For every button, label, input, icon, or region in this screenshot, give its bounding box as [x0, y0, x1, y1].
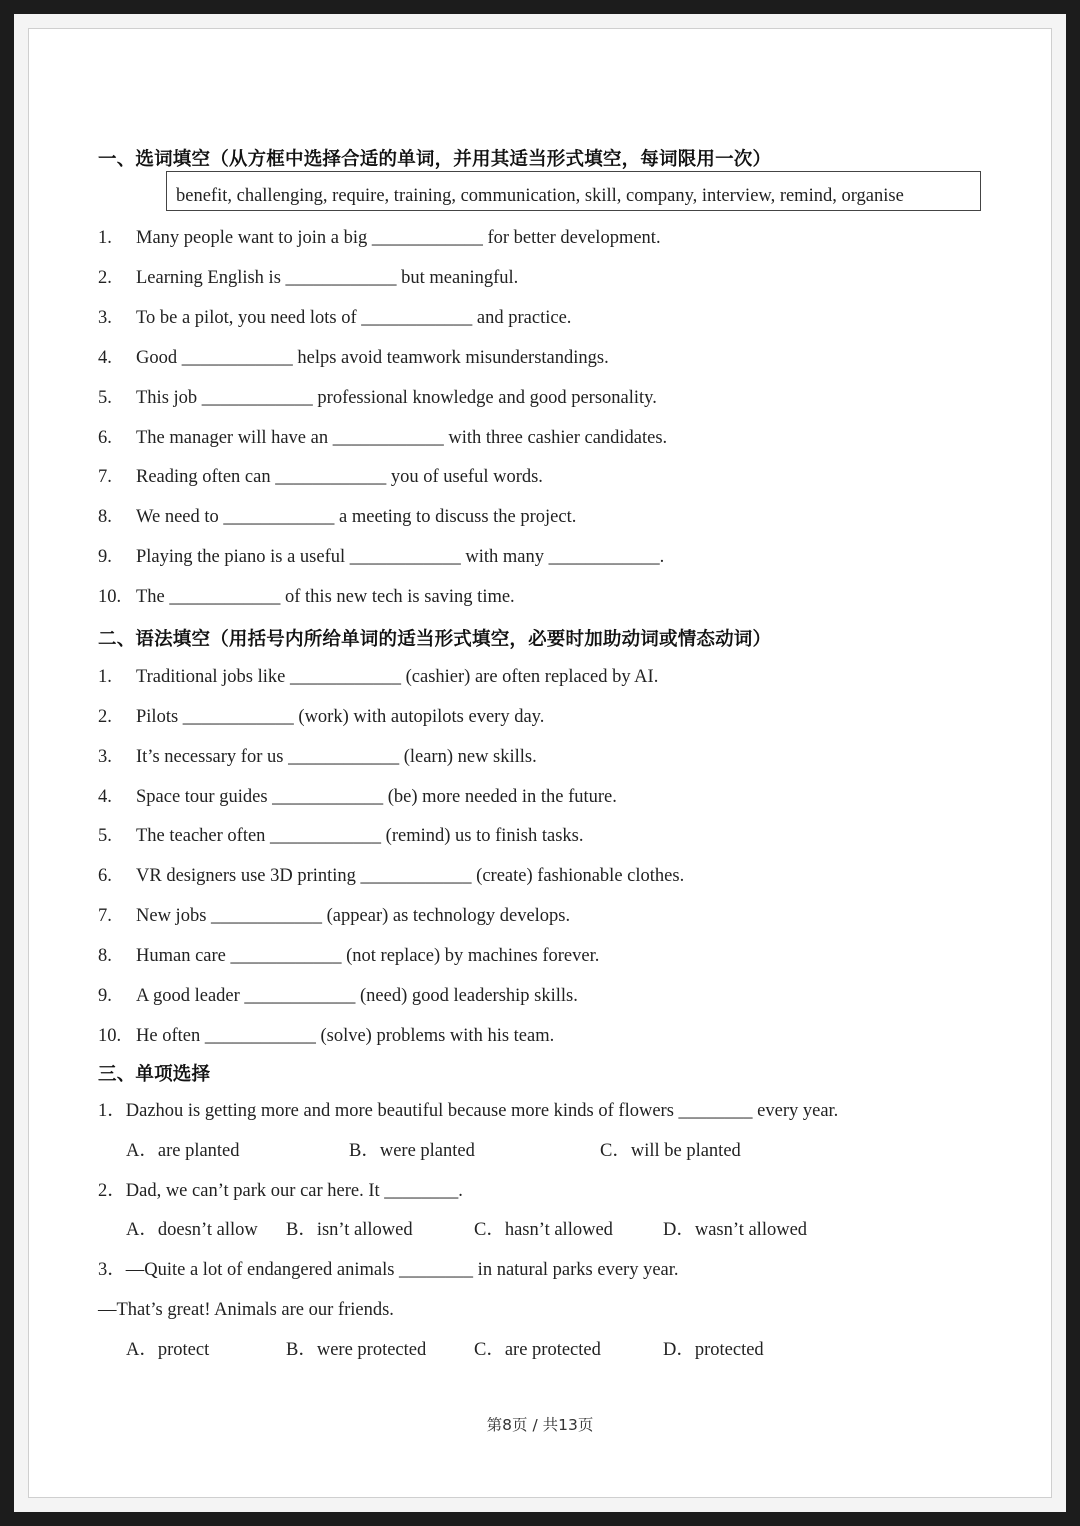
- item-number: 5.: [98, 388, 112, 408]
- item-text: The manager will have an ____________ with three cashier candidates.: [136, 428, 668, 448]
- item-number: 7.: [98, 906, 112, 926]
- item-text: VR designers use 3D printing ____________ (create) fashionable clothes.: [136, 866, 685, 886]
- item-text: Pilots ____________ (work) with autopilots every day.: [136, 707, 545, 727]
- item-number: 3.: [98, 308, 112, 328]
- item-number: 1.: [98, 228, 112, 248]
- item-text: It’s necessary for us ____________ (learn) new skills.: [136, 747, 537, 767]
- section1-title: 一、选词填空（从方框中选择合适的单词，并用其适当形式填空，每词限用一次）: [98, 149, 772, 170]
- question-stem: 1．Dazhou is getting more and more beautiful because more kinds of flowers ________ every year.: [98, 1101, 839, 1121]
- item-text: He often ____________ (solve) problems with his team.: [136, 1026, 555, 1046]
- option-d: D．wasn’t allowed: [663, 1220, 808, 1240]
- item-number: 2.: [98, 707, 112, 727]
- item-number: 3.: [98, 747, 112, 767]
- item-number: 6.: [98, 428, 112, 448]
- item-number: 10.: [98, 1026, 122, 1046]
- question-stem: 2．Dad, we can’t park our car here. It ________.: [98, 1181, 463, 1201]
- item-text: Traditional jobs like ____________ (cashier) are often replaced by AI.: [136, 667, 659, 687]
- item-text: Good ____________ helps avoid teamwork misunderstandings.: [136, 348, 609, 368]
- section2-title: 二、语法填空（用括号内所给单词的适当形式填空，必要时加助动词或情态动词）: [98, 629, 772, 650]
- option-c: C．will be planted: [600, 1141, 741, 1161]
- item-text: We need to ____________ a meeting to discuss the project.: [136, 507, 577, 527]
- item-number: 4.: [98, 348, 112, 368]
- option-a: A．are planted: [126, 1141, 240, 1161]
- question-reply: —That’s great! Animals are our friends.: [98, 1300, 394, 1320]
- item-number: 9.: [98, 986, 112, 1006]
- page-footer: 第8页 / 共13页: [486, 1416, 594, 1434]
- option-b: B．isn’t allowed: [286, 1220, 413, 1240]
- item-number: 2.: [98, 268, 112, 288]
- item-text: Playing the piano is a useful ____________ with many ____________.: [136, 547, 665, 567]
- section3-title: 三、单项选择: [98, 1064, 211, 1085]
- option-b: B．were planted: [349, 1141, 475, 1161]
- item-text: The teacher often ____________ (remind) us to finish tasks.: [136, 826, 584, 846]
- item-text: Many people want to join a big ____________ for better development.: [136, 228, 661, 248]
- item-number: 10.: [98, 587, 122, 607]
- item-text: This job ____________ professional knowledge and good personality.: [136, 388, 657, 408]
- item-number: 7.: [98, 467, 112, 487]
- item-number: 5.: [98, 826, 112, 846]
- item-text: Learning English is ____________ but meaningful.: [136, 268, 519, 288]
- option-c: C．are protected: [474, 1340, 601, 1360]
- option-d: D．protected: [663, 1340, 764, 1360]
- item-number: 1.: [98, 667, 112, 687]
- item-number: 4.: [98, 787, 112, 807]
- item-number: 6.: [98, 866, 112, 886]
- item-number: 8.: [98, 507, 112, 527]
- option-a: A．protect: [126, 1340, 210, 1360]
- item-text: Reading often can ____________ you of useful words.: [136, 467, 543, 487]
- item-text: A good leader ____________ (need) good leadership skills.: [136, 986, 578, 1006]
- option-b: B．were protected: [286, 1340, 427, 1360]
- option-a: A．doesn’t allow: [126, 1220, 258, 1240]
- item-text: Space tour guides ____________ (be) more needed in the future.: [136, 787, 617, 807]
- word-box: benefit, challenging, require, training, communication, skill, company, interview, remind, organise: [166, 171, 981, 211]
- question-stem: 3．—Quite a lot of endangered animals ________ in natural parks every year.: [98, 1260, 679, 1280]
- item-number: 9.: [98, 547, 112, 567]
- item-number: 8.: [98, 946, 112, 966]
- item-text: The ____________ of this new tech is saving time.: [136, 587, 515, 607]
- item-text: New jobs ____________ (appear) as technology develops.: [136, 906, 571, 926]
- item-text: To be a pilot, you need lots of ____________ and practice.: [136, 308, 572, 328]
- item-text: Human care ____________ (not replace) by machines forever.: [136, 946, 600, 966]
- option-c: C．hasn’t allowed: [474, 1220, 613, 1240]
